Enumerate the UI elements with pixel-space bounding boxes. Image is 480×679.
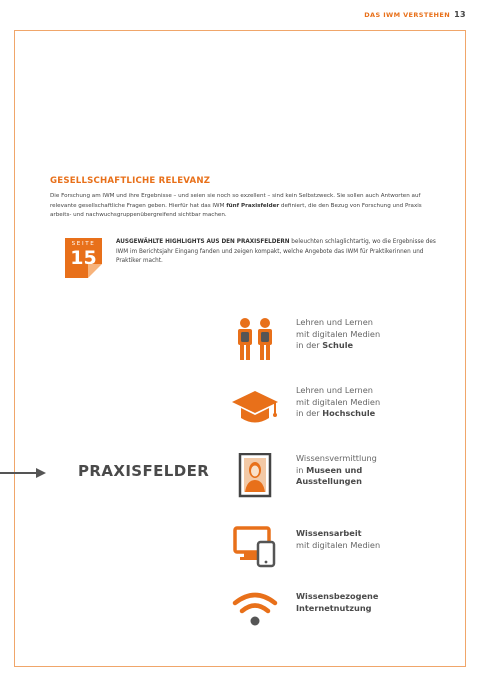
field-line [296,465,377,477]
field-line-bold: Hochschule [322,408,376,418]
field-line [296,603,378,615]
field-line-pre: in der [296,408,323,418]
field-hochschule [230,385,450,435]
field-line-bold: Museen und [306,464,363,475]
field-line-pre: in der [296,340,323,350]
field-line: mit digitalen Medien [296,328,381,339]
graduation-cap-icon [230,385,280,431]
students-icon [230,317,280,363]
running-title: DAS IWM VERSTEHEN [364,11,451,19]
field-line [296,528,380,540]
arrow-right-icon [0,472,38,474]
field-schule-text [296,317,380,352]
wifi-icon [230,588,280,634]
page-reference-badge[interactable] [65,238,102,278]
field-line: Lehren und Lernen [296,385,373,395]
field-line: Lehren und Lernen [296,317,373,327]
field-line: mit digitalen Medien [296,396,381,407]
intro-text-2: definiert, die den Bezug von Forschung und Praxis arbeits- und nachwuchsgruppenübergreifend sichtbar machen. [50,202,422,219]
museum-painting-icon [230,453,280,499]
field-line [296,591,378,603]
highlight-text: beleuchten schlaglichtartig, wo die Ergebnisse des IWM im Berichtsjahr Eingang fanden und zeigen kompakt, welche Angebote das IWM für Praktikerinnen und Praktiker macht. [116,239,436,265]
intro-text-1: Die Forschung am IWM und ihre Ergebnisse – und seien sie noch so exzellent – sind kein Selbstzweck. Sie sollen auch Antworten auf relevante gesellschaftliche Fragen geben. Hierfür hat das IWM [50,193,421,209]
field-wissensarbeit-text [296,528,380,551]
arrow-head-icon [36,468,46,478]
praxisfelder-title: PRAXISFELDER [78,462,210,480]
page-number: 13 [454,10,466,19]
field-line-bold: Wissensarbeit [296,528,362,538]
section-title: GESELLSCHAFTLICHE RELEVANZ [50,176,211,186]
field-line-bold: Ausstellungen [296,476,362,486]
field-wissensarbeit [230,525,450,575]
devices-icon [230,525,280,571]
field-line: mit digitalen Medien [296,539,381,550]
highlight-paragraph [116,238,436,267]
field-line-pre: in [296,464,307,475]
intro-bold: fünf Praxisfelder [226,202,280,209]
badge-label: SEITE [71,241,96,247]
field-internetnutzung-text [296,591,378,614]
field-line [296,340,380,352]
page-fold-icon [88,264,102,278]
field-line: Wissensvermittlung [296,453,377,463]
field-museen [230,453,450,503]
intro-paragraph [50,192,430,221]
field-hochschule-text [296,385,380,420]
field-line [296,408,380,420]
field-line-bold: Wissensbezogene [296,591,379,601]
field-line-bold: Schule [322,340,354,350]
field-line-bold: Internetnutzung [296,602,372,613]
field-line [296,476,377,488]
highlight-caps: AUSGEWÄHLTE HIGHLIGHTS AUS DEN PRAXISFELDERN [116,239,290,245]
badge-number: 15 [70,247,97,269]
field-schule [230,317,450,367]
running-head [364,10,466,19]
field-internetnutzung [230,588,450,638]
field-museen-text [296,453,377,488]
